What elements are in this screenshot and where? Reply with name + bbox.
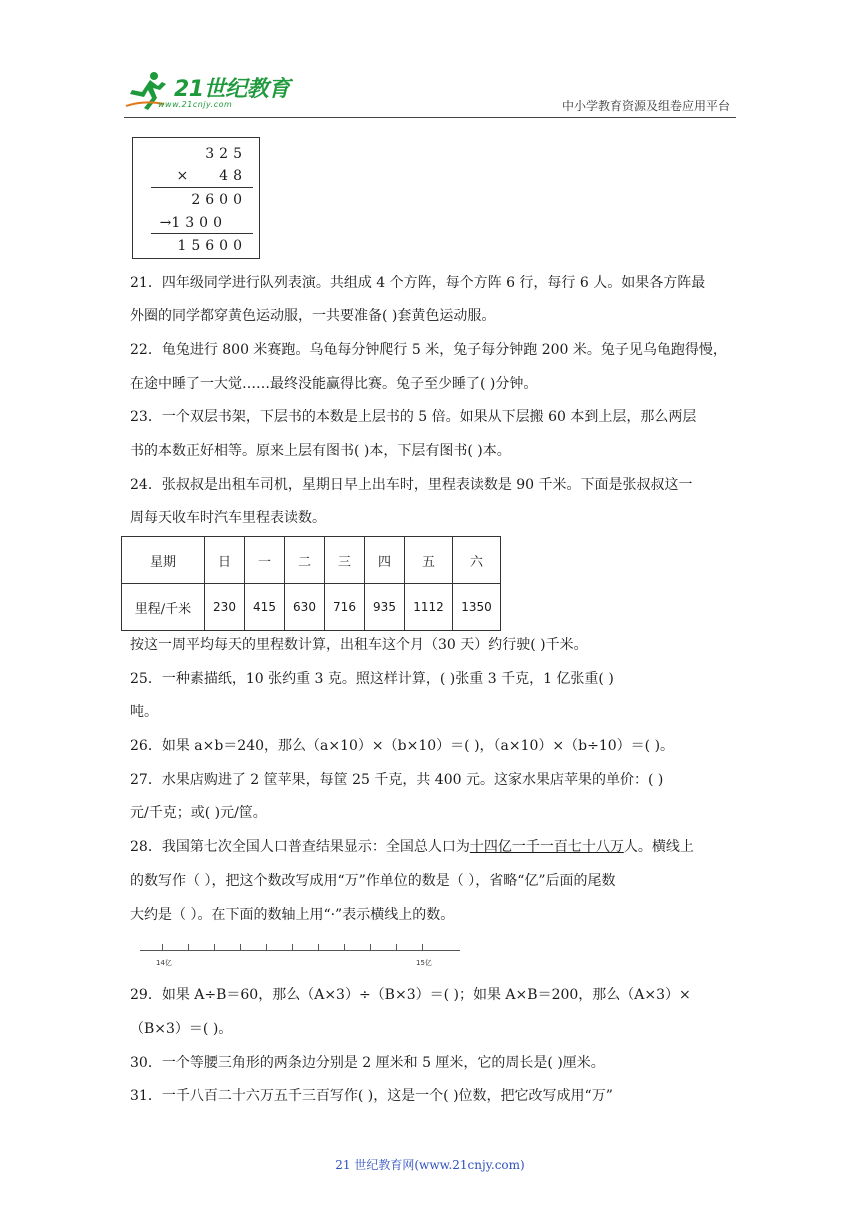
q24-line-2: 周每天收车时汽车里程表读数。	[130, 510, 326, 526]
table-header-cell: 四	[365, 537, 405, 584]
q29-line-2: （B×3）＝( )。	[130, 1021, 233, 1037]
table-header-cell: 一	[245, 537, 285, 584]
number-line-tick	[162, 944, 163, 950]
q28-line-3: 大约是（ ）。在下面的数轴上用“·”表示横线上的数。	[130, 907, 455, 923]
table-header-cell: 星期	[122, 537, 205, 584]
arrow-icon: →	[159, 215, 172, 231]
number-line-tick	[344, 944, 345, 950]
table-cell: 里程/千米	[122, 584, 205, 631]
q22-line-1: 22．龟兔进行 800 米赛跑。乌龟每分钟爬行 5 米，兔子每分钟跑 200 米。兔子见乌龟跑得慢，	[130, 342, 727, 358]
multiply-sign: ×	[176, 168, 194, 184]
calc-line-multiplier: × 48	[176, 168, 247, 184]
table-cell: 935	[365, 584, 405, 631]
q30-line-1: 30．一个等腰三角形的两条边分别是 2 厘米和 5 厘米，它的周长是( )厘米。	[130, 1055, 605, 1071]
table-cell: 230	[205, 584, 245, 631]
header-divider	[124, 117, 736, 118]
number-line-tick	[240, 944, 241, 950]
logo-url: www.21cnjy.com	[158, 100, 233, 109]
header-platform-text: 中小学教育资源及组卷应用平台	[561, 99, 730, 113]
table-header-cell: 六	[453, 537, 501, 584]
q23-line-2: 书的本数正好相等。原来上层有图书( )本，下层有图书( )本。	[130, 443, 511, 459]
q24-line-3: 按这一周平均每天的里程数计算，出租车这个月（30 天）约行驶( )千米。	[130, 637, 588, 653]
number-line-tick	[292, 944, 293, 950]
q31-line-1: 31．一千八百二十六万五千三百写作( )，这是一个( )位数，把它改写成用“万”	[130, 1088, 613, 1104]
number-line-axis	[140, 950, 460, 951]
table-row	[122, 584, 501, 631]
q22-line-2: 在途中睡了一大觉……最终没能赢得比赛。兔子至少睡了( )分钟。	[130, 376, 538, 392]
underlined-number: 十四亿一千一百七十八万	[469, 839, 624, 855]
logo-text: 21世纪教育	[174, 77, 290, 102]
q28-line-1: 28．我国第七次全国人口普查结果显示：全国总人口为十四亿一千一百七十八万人。横线上	[130, 839, 694, 855]
table-cell: 630	[285, 584, 325, 631]
q24-line-1: 24．张叔叔是出租车司机，星期日早上出车时，里程表读数是 90 千米。下面是张叔叔这一	[130, 477, 693, 493]
table-cell: 415	[245, 584, 285, 631]
logo	[124, 70, 294, 114]
number-line-tick	[266, 944, 267, 950]
number-line-tick	[214, 944, 215, 950]
calc-line-partial-2: →1300	[159, 215, 227, 231]
q23-line-1: 23．一个双层书架，下层书的本数是上层书的 5 倍。如果从下层搬 60 本到上层，那么两层	[130, 409, 697, 425]
number-line-tick	[370, 944, 371, 950]
calc-line-partial-1: 2600	[191, 192, 247, 208]
q28-line-2: 的数写作（ ），把这个数改写成用“万”作单位的数是（ ），省略“亿”后面的尾数	[130, 873, 616, 889]
table-cell: 716	[325, 584, 365, 631]
q27-line-2: 元/千克；或( )元/筐。	[130, 805, 267, 821]
q29-line-1: 29．如果 A÷B＝60，那么（A×3）÷（B×3）＝( )；如果 A×B＝200，那么（A×3）×	[130, 987, 691, 1003]
number-line-label-right: 15亿	[416, 959, 432, 967]
table-header-cell: 日	[205, 537, 245, 584]
table-cell: 1112	[405, 584, 453, 631]
table-row	[122, 537, 501, 584]
number-line-label-left: 14亿	[156, 959, 172, 967]
q27-line-1: 27．水果店购进了 2 筐苹果，每筐 25 千克，共 400 元。这家水果店苹果的单价：( )	[130, 772, 664, 788]
multiplication-box	[132, 137, 260, 259]
table-cell: 1350	[453, 584, 501, 631]
number-line-tick	[396, 944, 397, 950]
q25-line-2: 吨。	[130, 704, 158, 720]
number-line	[140, 938, 460, 968]
calc-rule-1	[151, 187, 253, 188]
number-line-tick	[422, 944, 423, 950]
footer-text: 21 世纪教育网(www.21cnjy.com)	[335, 1158, 525, 1172]
number-line-tick	[188, 944, 189, 950]
mileage-table	[121, 536, 501, 631]
number-line-tick	[318, 944, 319, 950]
calc-rule-2	[151, 233, 253, 234]
table-header-cell: 三	[325, 537, 365, 584]
calc-line-product: 15600	[177, 238, 247, 254]
q25-line-1: 25．一种素描纸，10 张约重 3 克。照这样计算，( )张重 3 千克，1 亿张重( )	[130, 671, 614, 687]
table-header-cell: 五	[405, 537, 453, 584]
q26-line-1: 26．如果 a×b＝240，那么（a×10）×（b×10）＝( )，（a×10）×（b÷10）＝( )。	[130, 738, 675, 754]
table-header-cell: 二	[285, 537, 325, 584]
q21-line-2: 外圈的同学都穿黄色运动服，一共要准备( )套黄色运动服。	[130, 308, 496, 324]
calc-line-multiplicand: 325	[205, 146, 247, 162]
q21-line-1: 21．四年级同学进行队列表演。共组成 4 个方阵，每个方阵 6 行，每行 6 人。如果各方阵最	[130, 275, 706, 291]
